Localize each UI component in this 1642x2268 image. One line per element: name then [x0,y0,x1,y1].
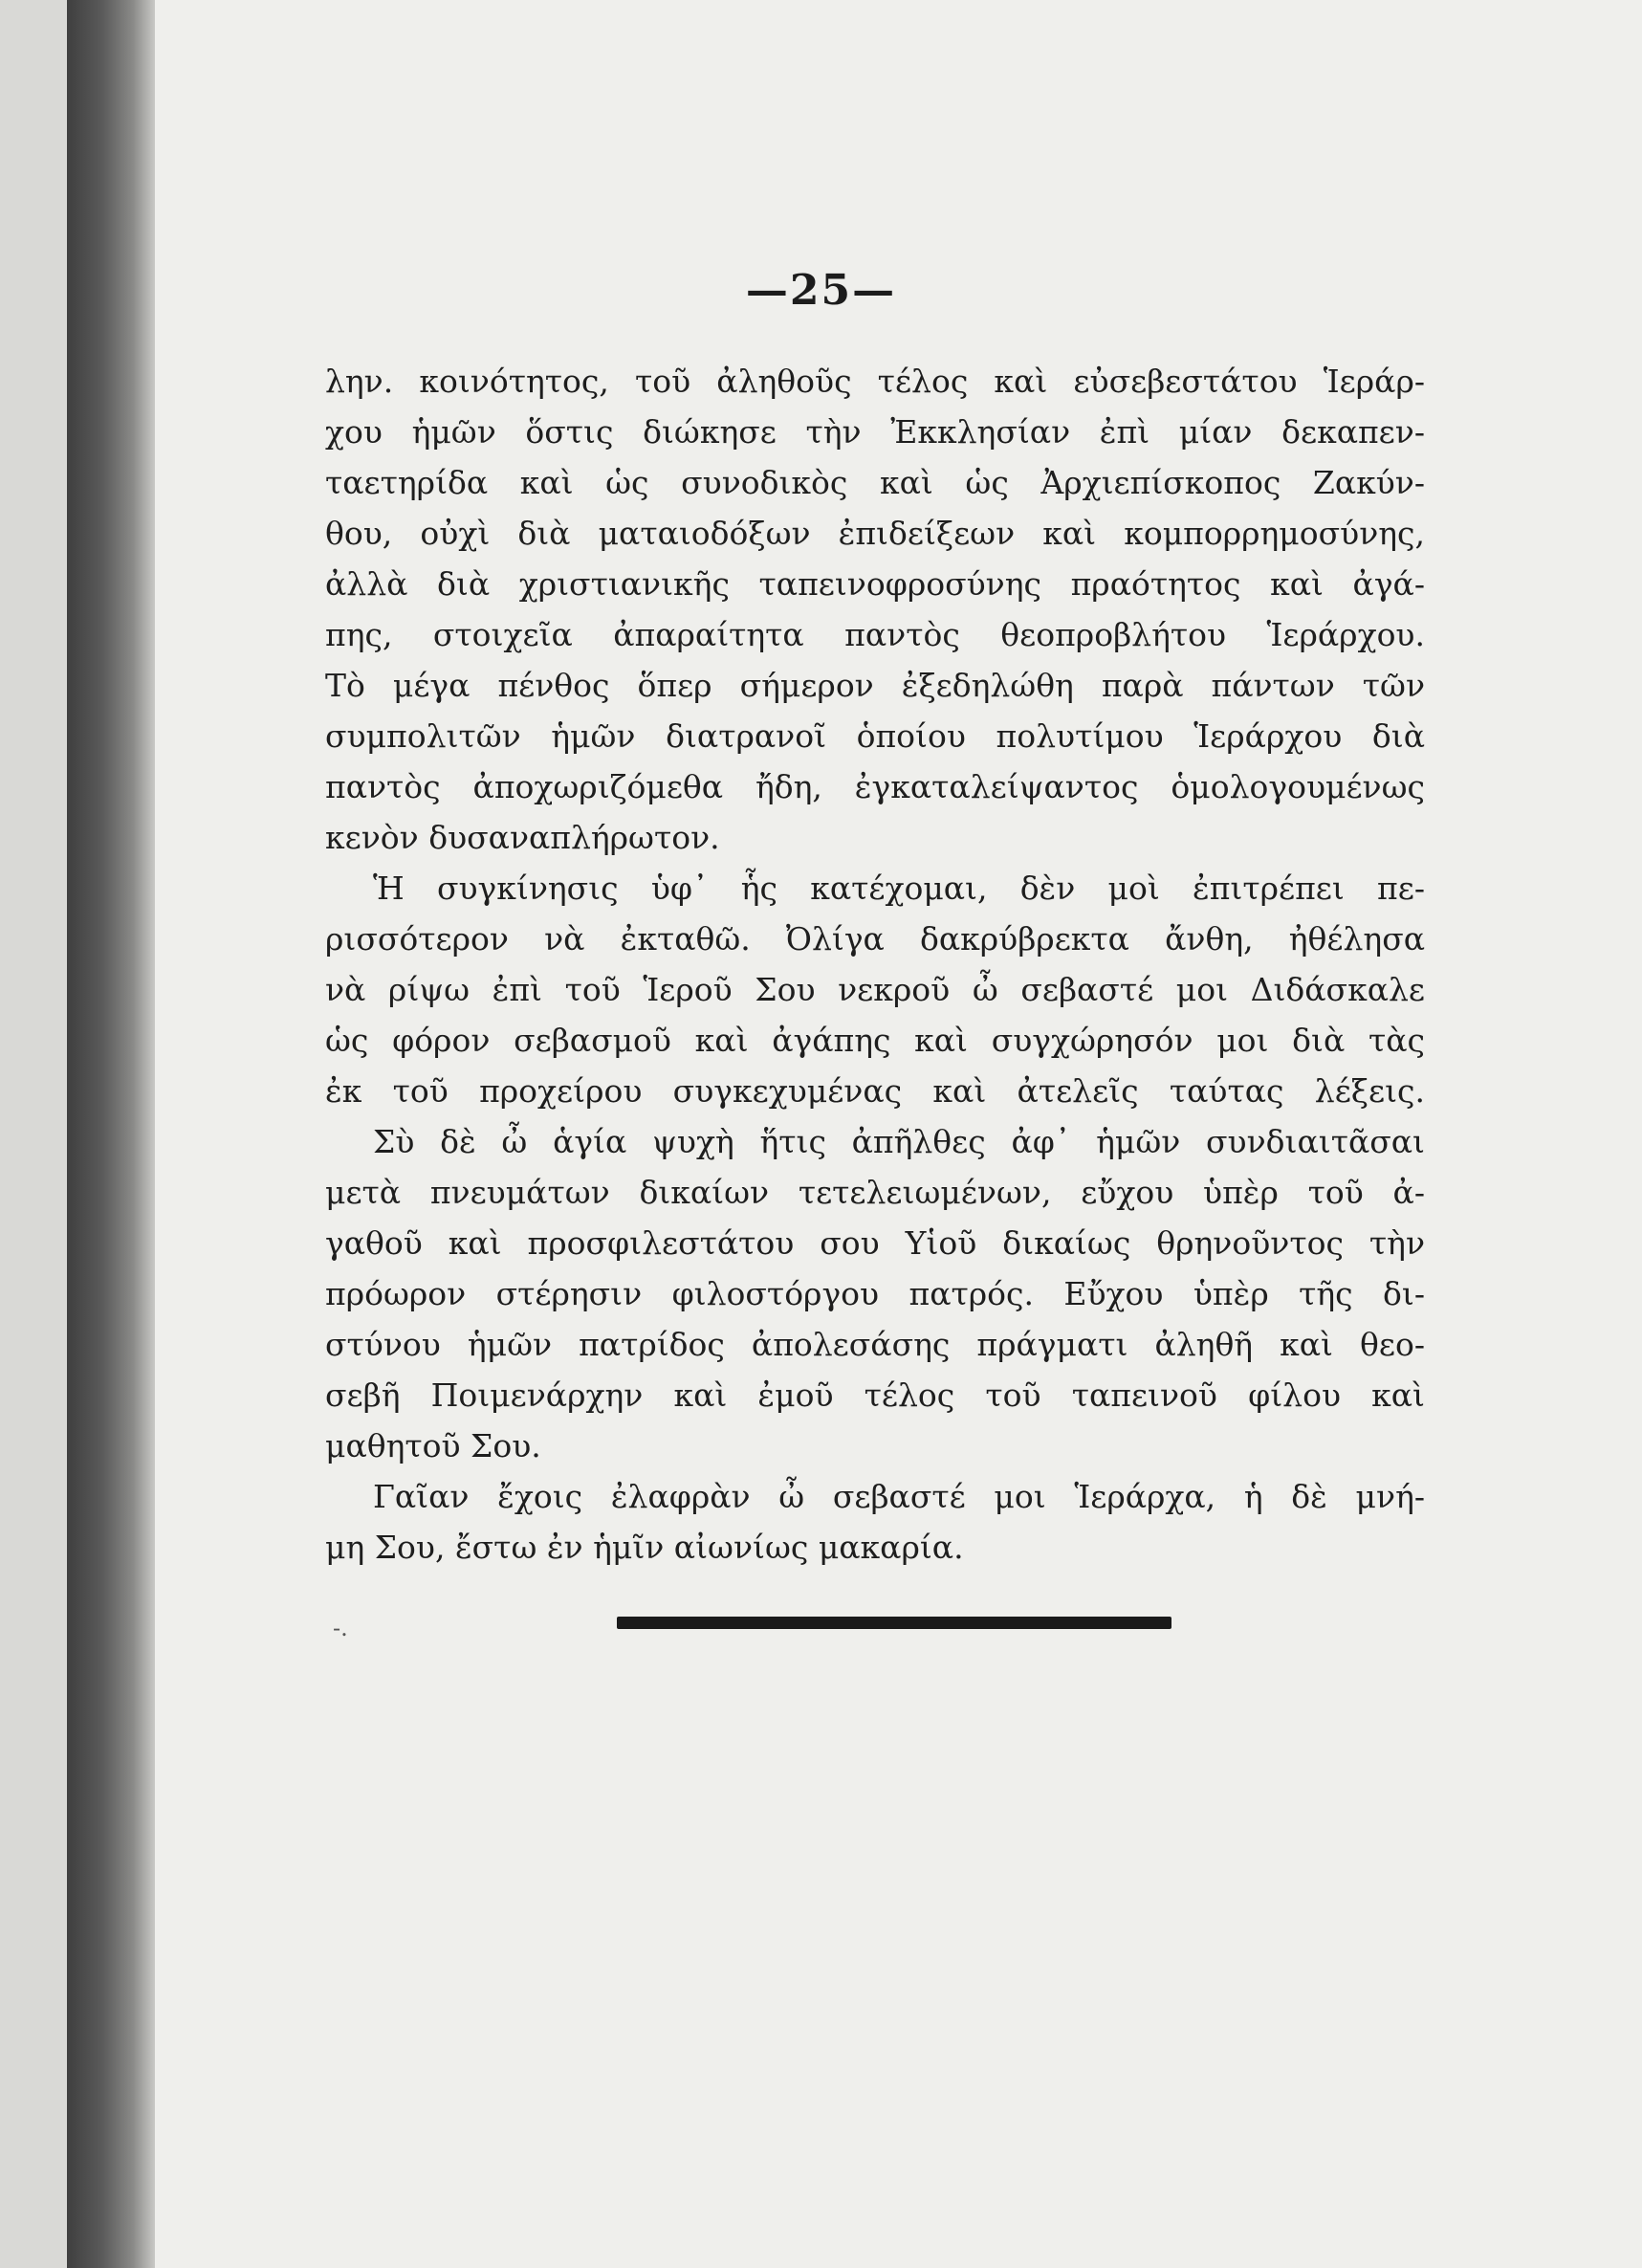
text-line: μετὰ πνευμάτων δικαίων τετελειωμένων, εὔχου ὑπὲρ τοῦ ἀ- [325,1174,1425,1211]
page-number: —25— [745,266,897,315]
text-line: κενὸν δυσαναπλήρωτον. [325,819,720,856]
text-line: θου, οὐχὶ διὰ ματαιοδόξων ἐπιδείξεων καὶ κομπορρημοσύνης, [325,515,1425,552]
text-line: μη Σου, ἔστω ἐν ἡμῖν αἰωνίως μακαρία. [325,1529,964,1566]
text-line: πης, στοιχεῖα ἀπαραίτητα παντὸς θεοπροβλήτου Ἱεράρχου. [325,616,1425,653]
text-line: λην. κοινότητος, τοῦ ἀληθοῦς τέλος καὶ εὐσεβεστάτου Ἱεράρ- [325,363,1425,400]
book-spine-shadow [67,0,155,2268]
text-line: χου ἡμῶν ὅστις διώκησε τὴν Ἐκκλησίαν ἐπὶ μίαν δεκαπεν- [325,413,1425,451]
body-text [325,356,1425,1573]
text-line: στύνου ἡμῶν πατρίδος ἀπολεσάσης πράγματι ἀληθῆ καὶ θεο- [325,1326,1425,1363]
page-margin-left [0,0,67,2268]
text-line: μαθητοῦ Σου. [325,1427,541,1464]
text-line: σεβῆ Ποιμενάρχην καὶ ἐμοῦ τέλος τοῦ ταπεινοῦ φίλου καὶ [325,1376,1425,1414]
text-line: Ἡ συγκίνησις ὑφ᾽ ἧς κατέχομαι, δὲν μοὶ ἐπιτρέπει πε- [373,870,1425,907]
stray-mark: -. [333,1615,348,1641]
text-line: Τὸ μέγα πένθος ὅπερ σήμερον ἐξεδηλώθη παρὰ πάντων τῶν [325,667,1425,704]
text-line: γαθοῦ καὶ προσφιλεστάτου σου Υἱοῦ δικαίως θρηνοῦντος τὴν [325,1224,1425,1262]
section-rule [617,1617,1171,1629]
text-line: νὰ ρίψω ἐπὶ τοῦ Ἱεροῦ Σου νεκροῦ ὦ σεβαστέ μοι Διδάσκαλε [325,971,1425,1008]
text-line: Γαῖαν ἔχοις ἐλαφρὰν ὦ σεβαστέ μοι Ἱεράρχα, ἡ δὲ μνή- [373,1478,1425,1515]
text-line: συμπολιτῶν ἡμῶν διατρανοῖ ὁποίου πολυτίμου Ἱεράρχου διὰ [325,717,1425,755]
text-line: ἐκ τοῦ προχείρου συγκεχυμένας καὶ ἀτελεῖς ταύτας λέξεις. [325,1072,1425,1110]
text-line: ταετηρίδα καὶ ὡς συνοδικὸς καὶ ὡς Ἀρχιεπίσκοπος Ζακύν- [325,464,1425,501]
text-line: ὡς φόρον σεβασμοῦ καὶ ἀγάπης καὶ συγχώρησόν μοι διὰ τὰς [325,1022,1425,1059]
text-line: πρόωρον στέρησιν φιλοστόργου πατρός. Εὔχου ὑπὲρ τῆς δι- [325,1275,1425,1312]
text-line: Σὺ δὲ ὦ ἁγία ψυχὴ ἥτις ἀπῆλθες ἀφ᾽ ἡμῶν συνδιαιτᾶσαι [373,1123,1425,1160]
text-line: ἀλλὰ διὰ χριστιανικῆς ταπεινοφροσύνης πραότητος καὶ ἀγά- [325,565,1425,603]
text-line: ρισσότερον νὰ ἐκταθῶ. Ὀλίγα δακρύβρεκτα ἄνθη, ἠθέλησα [325,920,1425,958]
text-line: παντὸς ἀποχωριζόμεθα ἤδη, ἐγκαταλείψαντος ὁμολογουμένως [325,768,1425,805]
